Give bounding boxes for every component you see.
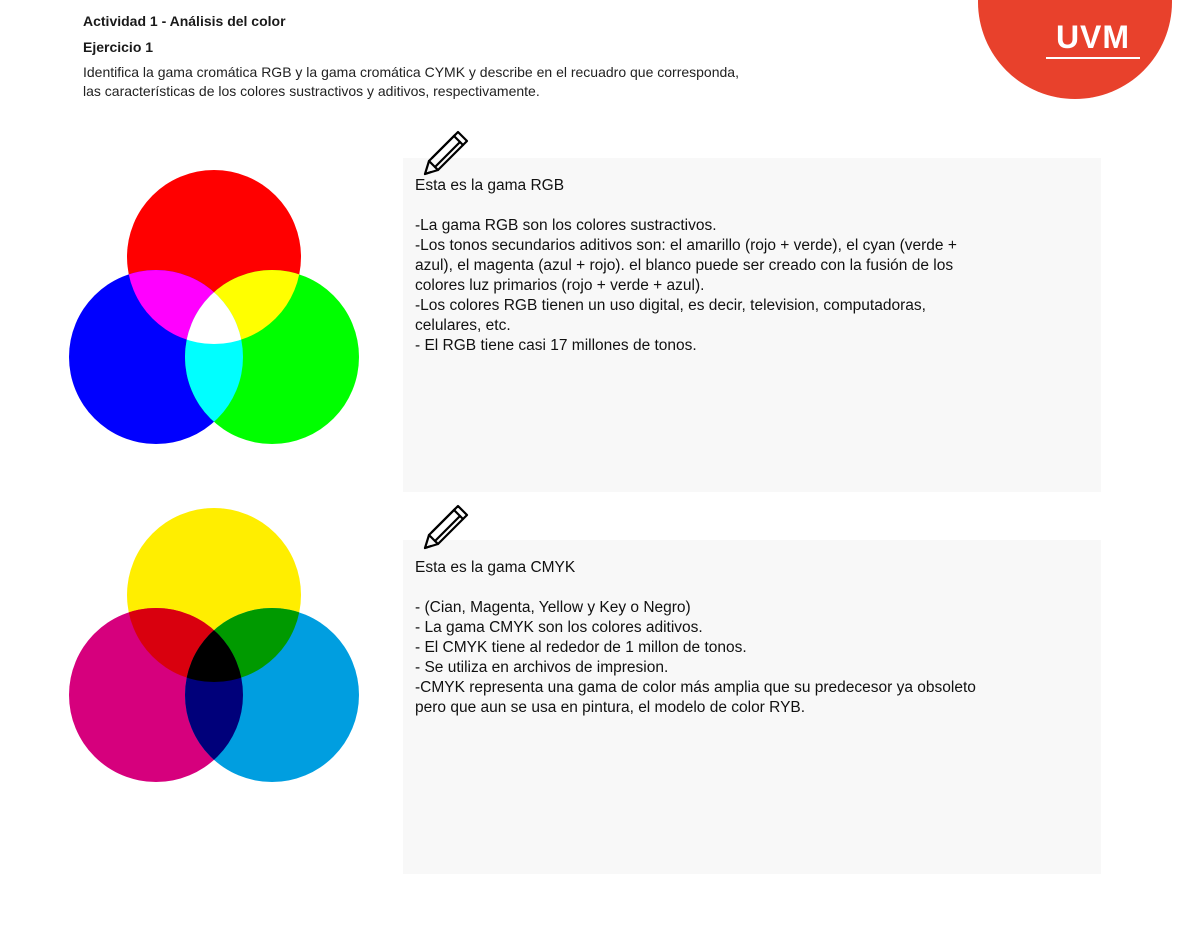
cmyk-description: [415, 558, 1085, 718]
rgb-line: -Los tonos secundarios aditivos son: el amarillo (rojo + verde), el cyan (verde +: [415, 237, 957, 254]
activity-header: [83, 12, 883, 101]
activity-title: Actividad 1 - Análisis del color: [83, 13, 286, 29]
rgb-line: celulares, etc.: [415, 317, 511, 334]
cmyk-line: -CMYK representa una gama de color más amplia que su predecesor ya obsoleto: [415, 679, 976, 696]
rgb-line: -Los colores RGB tienen un uso digital, es decir, television, computadoras,: [415, 297, 926, 314]
rgb-line: azul), el magenta (azul + rojo). el blanco puede ser creado con la fusión de los: [415, 257, 954, 274]
cmyk-line: pero que aun se usa en pintura, el modelo de color RYB.: [415, 699, 806, 716]
instructions-line: las características de los colores sustractivos y aditivos, respectivamente.: [83, 83, 540, 99]
rgb-heading: Esta es la gama RGB: [415, 177, 565, 194]
cmyk-heading: Esta es la gama CMYK: [415, 559, 576, 576]
cmyk-line: - (Cian, Magenta, Yellow y Key o Negro): [415, 599, 691, 616]
pencil-icon: [418, 124, 474, 180]
cmyk-line: - El CMYK tiene al rededor de 1 millon de tonos.: [415, 639, 747, 656]
cmyk-color-diagram: [66, 508, 362, 783]
rgb-line: colores luz primarios (rojo + verde + azul).: [415, 277, 705, 294]
rgb-description: [415, 176, 1085, 356]
uvm-logo-underline: [1046, 57, 1140, 59]
rgb-color-diagram: [66, 170, 362, 445]
rgb-line: -La gama RGB son los colores sustractivos.: [415, 217, 717, 234]
uvm-logo-text: UVM: [1055, 19, 1131, 55]
instructions: [83, 63, 883, 101]
pencil-icon: [418, 498, 474, 554]
instructions-line: Identifica la gama cromática RGB y la gama cromática CYMK y describe en el recuadro que corresponda,: [83, 64, 739, 80]
cmyk-line: - Se utiliza en archivos de impresion.: [415, 659, 669, 676]
rgb-line: - El RGB tiene casi 17 millones de tonos.: [415, 337, 697, 354]
cmyk-line: - La gama CMYK son los colores aditivos.: [415, 619, 703, 636]
exercise-title: Ejercicio 1: [83, 39, 154, 55]
